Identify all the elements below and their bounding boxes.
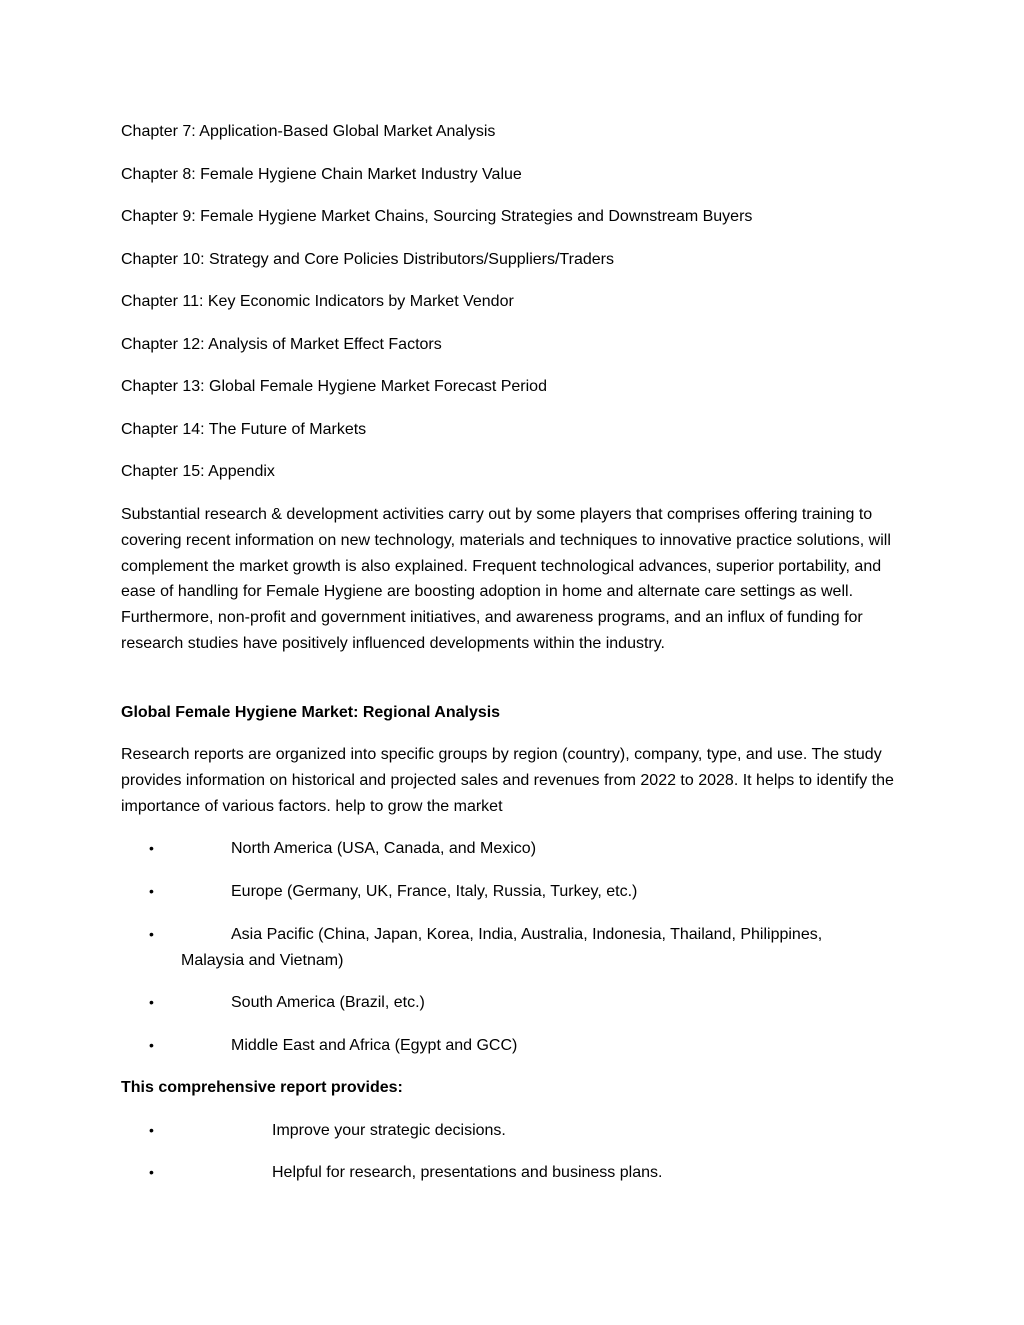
- bullet-icon: •: [149, 1164, 154, 1180]
- chapter-7: Chapter 7: Application-Based Global Market Analysis: [121, 123, 496, 140]
- bullet-icon: •: [149, 883, 154, 899]
- bullet-icon: •: [149, 840, 154, 856]
- bullet-icon: •: [149, 926, 154, 942]
- region-label: Europe (Germany, UK, France, Italy, Russia, Turkey, etc.): [231, 883, 638, 900]
- report-item-label: Improve your strategic decisions.: [272, 1122, 506, 1139]
- chapter-8: Chapter 8: Female Hygiene Chain Market Industry Value: [121, 166, 522, 183]
- region-label-continuation: Malaysia and Vietnam): [181, 951, 344, 969]
- chapter-10: Chapter 10: Strategy and Core Policies Distributors/Suppliers/Traders: [121, 251, 614, 268]
- chapter-12: Chapter 12: Analysis of Market Effect Factors: [121, 336, 442, 353]
- region-label: Asia Pacific (China, Japan, Korea, India, Australia, Indonesia, Thailand, Philippines,: [231, 926, 823, 943]
- report-item-label: Helpful for research, presentations and business plans.: [272, 1164, 663, 1181]
- regional-paragraph: Research reports are organized into specific groups by region (country), company, type, and use. The study provides information on historical and projected sales and revenues from 2022 to 2028. It helps to identify the importance of various factors. help to grow the market: [121, 746, 894, 815]
- chapter-9: Chapter 9: Female Hygiene Market Chains, Sourcing Strategies and Downstream Buyers: [121, 208, 753, 225]
- chapter-11: Chapter 11: Key Economic Indicators by Market Vendor: [121, 293, 514, 310]
- chapter-13: Chapter 13: Global Female Hygiene Market Forecast Period: [121, 378, 547, 395]
- bullet-icon: •: [149, 1122, 154, 1138]
- rd-paragraph: Substantial research & development activities carry out by some players that comprises offering training to covering recent information on new technology, materials and techniques to innovative practice solutions, will complement the market growth is also explained. Frequent technological advances, superior portability, and ease of handling for Female Hygiene are boosting adoption in home and alternate care settings as well. Furthermore, non-profit and government initiatives, and awareness programs, and an influx of funding for research studies have positively influenced developments within the industry.: [121, 506, 891, 652]
- chapter-15: Chapter 15: Appendix: [121, 463, 275, 480]
- region-label: South America (Brazil, etc.): [231, 994, 425, 1011]
- chapter-14: Chapter 14: The Future of Markets: [121, 421, 367, 438]
- bullet-icon: •: [149, 1037, 154, 1053]
- region-label: Middle East and Africa (Egypt and GCC): [231, 1037, 518, 1054]
- report-provides-heading: This comprehensive report provides:: [121, 1079, 403, 1096]
- region-label: North America (USA, Canada, and Mexico): [231, 840, 537, 857]
- regional-analysis-heading: Global Female Hygiene Market: Regional Analysis: [121, 704, 501, 721]
- bullet-icon: •: [149, 994, 154, 1010]
